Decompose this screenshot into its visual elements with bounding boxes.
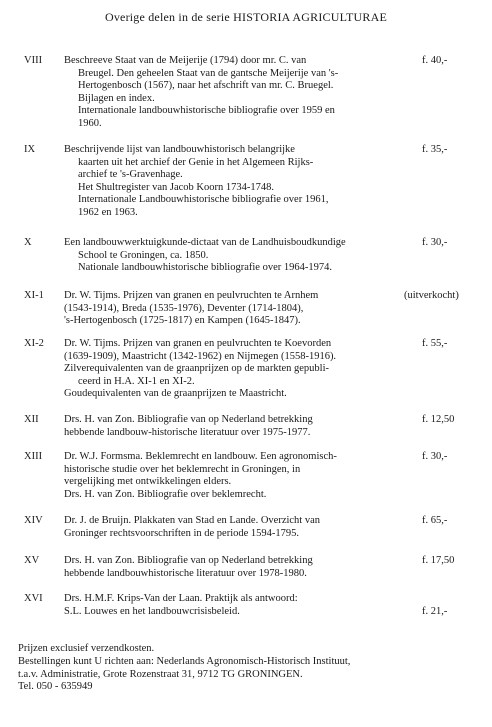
volume-description <box>64 593 394 618</box>
description-line: 1960. <box>78 117 102 129</box>
price: f. 30,- <box>422 237 448 248</box>
description-line: Hertogenbosch (1567), naar het afschrift van mr. C. Bruegel. <box>78 80 334 92</box>
description-line: Dr. W.J. Formsma. Beklemrecht en landbouw. Een agronomisch- <box>64 451 337 462</box>
description-line: Dr. W. Tijms. Prijzen van granen en peulvruchten te Arnhem <box>64 290 319 301</box>
footer-line: Bestellingen kunt U richten aan: Nederlands Agronomisch-Historisch Instituut, <box>18 655 351 667</box>
description-line: Internationale Landbouwhistorische bibliografie over 1961, <box>78 194 329 206</box>
description-line: 1962 en 1963. <box>78 206 138 218</box>
volume-description <box>64 144 394 220</box>
footer-line: Tel. 050 - 635949 <box>18 681 93 693</box>
description-line: hebbende landbouwhistorische literatuur over 1978-1980. <box>64 567 307 579</box>
description-line: hebbende landbouw-historische literatuur over 1975-1977. <box>64 426 311 438</box>
volume-description <box>64 414 394 439</box>
volume-number: XIV <box>24 515 43 526</box>
description-line: Zilverequivalenten van de graanprijzen op de markten gepubli- <box>64 363 330 375</box>
description-line: Drs. H. van Zon. Bibliografie van op Nederland betrekking <box>64 555 313 566</box>
description-line: (1639-1909), Maastricht (1342-1962) en Nijmegen (1558-1916). <box>64 350 337 362</box>
description-line: kaarten uit het archief der Genie in het Algemeen Rijks- <box>78 156 314 168</box>
price: f. 21,- <box>422 605 448 617</box>
footer-line: t.a.v. Administratie, Grote Rozenstraat 31, 9712 TG GRONINGEN. <box>18 668 303 680</box>
volume-description <box>64 515 394 540</box>
volume-description <box>64 237 394 275</box>
description-line: Nationale landbouwhistorische bibliografie over 1964-1974. <box>78 262 332 274</box>
description-line: Drs. H.M.F. Krips-Van der Laan. Praktijk als antwoord: <box>64 593 298 604</box>
description-line: vergelijking met ontwikkelingen elders. <box>64 476 232 488</box>
order-information <box>18 643 478 694</box>
page-title: Overige delen in de serie HISTORIA AGRICULTURAE <box>104 10 388 24</box>
description-line: School te Groningen, ca. 1850. <box>78 249 209 261</box>
description-line: archief te 's-Gravenhage. <box>78 169 183 181</box>
price: f. 40,- <box>422 55 448 66</box>
volume-description <box>64 55 394 131</box>
volume-number: XI-1 <box>24 290 44 301</box>
volume-number: VIII <box>24 55 43 66</box>
volume-number: IX <box>24 144 36 155</box>
volume-number: XVI <box>24 593 43 604</box>
price: f. 55,- <box>422 338 448 349</box>
description-line: Bijlagen en index. <box>78 92 155 104</box>
volume-description <box>64 338 394 401</box>
volume-number: XV <box>24 555 40 566</box>
price: f. 30,- <box>422 451 448 462</box>
description-line: Dr. J. de Bruijn. Plakkaten van Stad en Lande. Overzicht van <box>64 515 321 526</box>
price: f. 65,- <box>422 515 448 526</box>
volume-number: X <box>24 237 32 248</box>
description-line: S.L. Louwes en het landbouwcrisisbeleid. <box>64 605 240 617</box>
description-line: 's-Hertogenbosch (1725-1817) en Kampen (1645-1847). <box>64 315 301 327</box>
description-line: Internationale landbouwhistorische bibliografie over 1959 en <box>78 105 335 117</box>
volume-number: XIII <box>24 451 43 462</box>
description-line: Groninger rechtsvoorschriften in de periode 1594-1795. <box>64 527 300 539</box>
price: (uitverkocht) <box>404 290 459 301</box>
description-line: Een landbouwwerktuigkunde-dictaat van de Landhuisboudkundige <box>64 237 346 248</box>
price: f. 35,- <box>422 144 448 155</box>
description-line: historische studie over het beklemrecht in Groningen, in <box>64 463 301 475</box>
description-line: Drs. H. van Zon. Bibliografie van op Nederland betrekking <box>64 414 313 425</box>
description-line: Beschreeve Staat van de Meijerije (1794) door mr. C. van <box>64 55 307 66</box>
volume-description <box>64 451 394 501</box>
volume-description <box>64 555 394 580</box>
price: f. 17,50 <box>422 555 455 566</box>
volume-number: XII <box>24 414 39 425</box>
description-line: Drs. H. van Zon. Bibliografie over beklemrecht. <box>64 488 267 500</box>
price: f. 12,50 <box>422 414 455 425</box>
description-line: ceerd in H.A. XI-1 en XI-2. <box>78 375 195 387</box>
description-line: Goudequivalenten van de graanprijzen te Maastricht. <box>64 388 287 400</box>
description-line: Het Shultregister van Jacob Koorn 1734-1748. <box>78 181 274 193</box>
volume-description <box>64 290 394 328</box>
description-line: Dr. W. Tijms. Prijzen van granen en peulvruchten te Koevorden <box>64 338 332 349</box>
description-line: (1543-1914), Breda (1535-1976), Deventer (1714-1804), <box>64 302 304 314</box>
volume-number: XI-2 <box>24 338 44 349</box>
description-line: Beschrijvende lijst van landbouwhistorisch belangrijke <box>64 144 295 155</box>
footer-line: Prijzen exclusief verzendkosten. <box>18 643 155 654</box>
description-line: Breugel. Den geheelen Staat van de gantsche Meijerije van 's- <box>78 67 339 79</box>
